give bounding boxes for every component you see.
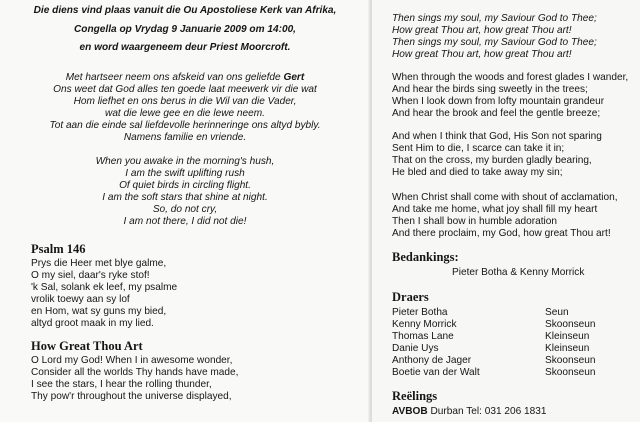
bearer-relation-4: Kleinseun [545, 343, 590, 354]
arrangements-heading: Reëlings [392, 389, 438, 403]
bearer-name-1: Pieter Botha [392, 307, 448, 318]
hymn-chorus-line-1: Then sings my soul, my Saviour God to Thee; [392, 13, 597, 24]
arrangements-line [392, 406, 547, 418]
bearer-name-2: Kenny Morrick [392, 319, 457, 330]
psalm-line-2: O my siel, daar's ryke stof! [31, 270, 150, 281]
hymn-verse3-line-4: He bled and died to take away my sin; [392, 167, 563, 178]
service-line-3: en word waargeneem deur Priest Moorcroft. [79, 42, 291, 53]
hymn-chorus-line-4: How great Thou art, how great Thou art! [392, 49, 572, 60]
arrangements-company: AVBOB [392, 406, 428, 417]
hymn-verse1-line-3: I see the stars, I hear the rolling thunder, [31, 379, 212, 390]
bearer-name-3: Thomas Lane [392, 331, 454, 342]
hymn-verse4-line-3: Then I shall bow in humble adoration [392, 216, 557, 227]
hymn-verse2-line-1: When through the woods and forest glades I wander, [392, 72, 629, 83]
service-line-1: Die diens vind plaas vanuit die Ou Apostoliese Kerk van Afrika, [33, 5, 337, 16]
psalm-line-5: en Hom, wat sy guns my bied, [31, 306, 167, 317]
farewell-line-3: Hom liefhet en ons berus in die Wil van die Vader, [73, 96, 297, 107]
bearer-relation-2: Skoonseun [545, 319, 596, 330]
farewell-line-6: Namens familie en vriende. [123, 132, 247, 143]
bearer-relation-6: Skoonseun [545, 367, 596, 378]
hymn-verse4-line-1: When Christ shall come with shout of acclamation, [392, 192, 618, 203]
psalm-line-6: altyd groot maak in my lied. [31, 318, 154, 329]
psalm-line-4: vrolik toewy aan sy lof [31, 294, 130, 305]
bearers-heading: Draers [392, 290, 429, 304]
bearer-name-6: Boetie van der Walt [392, 367, 480, 378]
bearer-name-4: Danie Uys [392, 343, 439, 354]
farewell-line-4: wat die lewe gee en die lewe neem. [105, 108, 265, 119]
hymn-verse3-line-3: That on the cross, my burden gladly bearing, [392, 155, 592, 166]
poem-line-5: So, do not cry, [152, 204, 218, 215]
hymn-verse1-line-4: Thy pow'r throughout the universe displayed, [31, 391, 232, 402]
poem-line-2: I am the swift uplifting rush [125, 168, 245, 179]
hymn-verse1-line-1: O Lord my God! When I in awesome wonder, [31, 355, 233, 366]
thanks-names: Pieter Botha & Kenny Morrick [452, 267, 585, 278]
hymn-verse4-line-2: And take me home, what joy shall fill my heart [392, 204, 598, 215]
thanks-heading: Bedankings: [392, 250, 459, 264]
farewell-name: Gert [283, 72, 305, 83]
poem-line-3: Of quiet birds in circling flight. [119, 180, 251, 191]
hymn-verse3-line-2: Sent Him to die, I scarce can take it in; [392, 143, 565, 154]
poem-line-1: When you awake in the morning's hush, [95, 156, 275, 167]
arrangements-details: Durban Tel: 031 206 1831 [427, 406, 547, 417]
hymn-heading: How Great Thou Art [31, 339, 143, 353]
service-line-2: Congella op Vrydag 9 Januarie 2009 om 14:00, [74, 24, 296, 35]
farewell-line-1 [0, 72, 370, 84]
hymn-verse2-line-3: When I look down from lofty mountain grandeur [392, 96, 605, 107]
hymn-chorus-line-2: How great Thou art, how great Thou art! [392, 25, 572, 36]
bearer-relation-1: Seun [545, 307, 569, 318]
hymn-verse1-line-2: Consider all the worlds Thy hands have made, [31, 367, 239, 378]
poem-line-6: I am not there, I did not die! [123, 216, 247, 227]
hymn-verse3-line-1: And when I think that God, His Son not sparing [392, 131, 602, 142]
psalm-line-1: Prys die Heer met blye galme, [31, 258, 167, 269]
hymn-chorus-line-3: Then sings my soul, my Saviour God to Thee; [392, 37, 597, 48]
poem-line-4: I am the soft stars that shine at night. [102, 192, 268, 203]
hymn-verse4-line-4: And there proclaim, my God, how great Thou art! [392, 228, 611, 239]
bearer-relation-5: Skoonseun [545, 355, 596, 366]
bearer-name-5: Anthony de Jager [392, 355, 472, 366]
psalm-line-3: 'k Sal, solank ek leef, my psalme [31, 282, 178, 293]
hymn-verse2-line-2: And hear the birds sing sweetly in the trees; [392, 84, 588, 95]
bearer-relation-3: Kleinseun [545, 331, 590, 342]
farewell-prefix: Met hartseer neem ons afskeid van ons geliefde [65, 72, 284, 83]
farewell-line-5: Tot aan die einde sal liefdevolle herinneringe ons altyd bybly. [49, 120, 321, 131]
hymn-verse2-line-4: And hear the brook and feel the gentle breeze; [392, 108, 601, 119]
farewell-line-2: Ons weet dat God alles ten goede laat meewerk vir die wat [53, 84, 317, 95]
psalm-heading: Psalm 146 [31, 242, 86, 256]
